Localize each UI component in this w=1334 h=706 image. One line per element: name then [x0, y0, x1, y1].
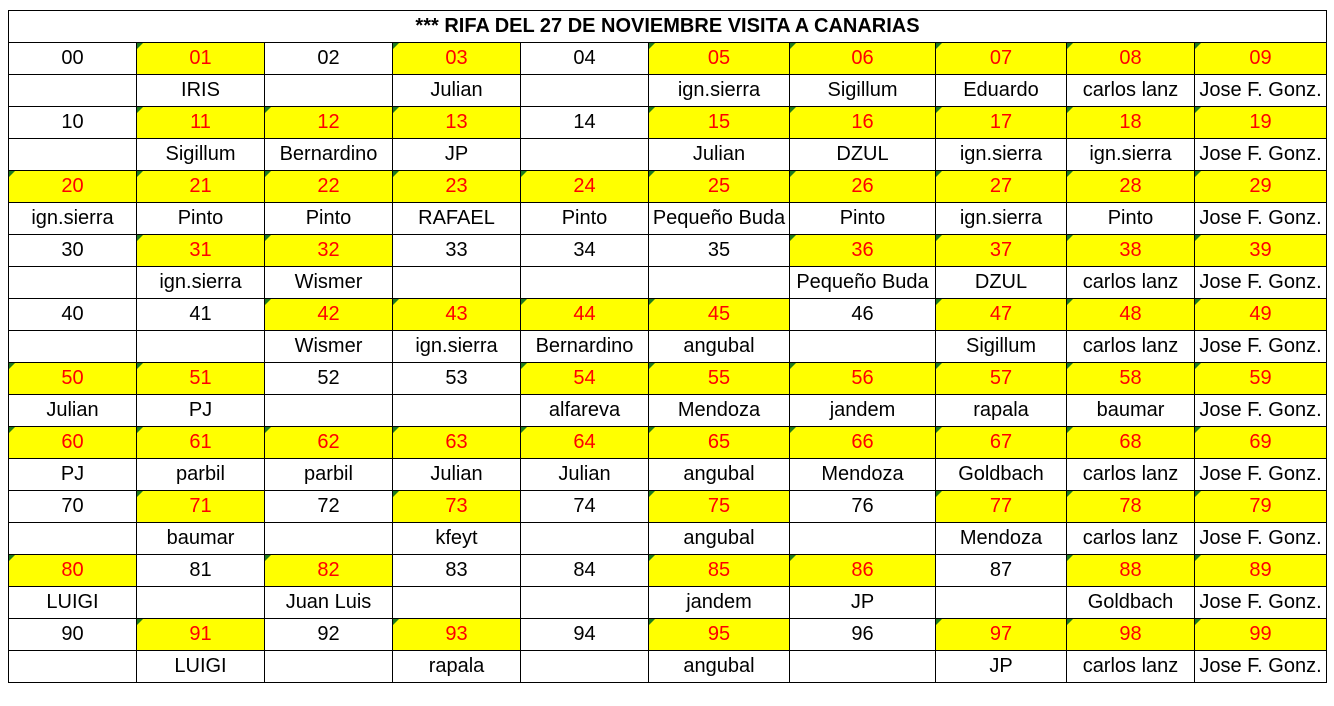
number-cell[interactable]: 03 — [393, 43, 521, 75]
number-row — [9, 427, 1327, 459]
number-row — [9, 619, 1327, 651]
participant-cell[interactable]: Pinto — [137, 203, 265, 235]
participant-cell[interactable]: carlos lanz — [1067, 459, 1195, 491]
name-row — [9, 139, 1327, 171]
number-cell[interactable]: 77 — [936, 491, 1067, 523]
participant-cell[interactable] — [9, 651, 137, 683]
participant-cell[interactable] — [9, 523, 137, 555]
participant-cell[interactable]: Mendoza — [936, 523, 1067, 555]
participant-cell[interactable]: JP — [790, 587, 936, 619]
number-cell[interactable]: 42 — [265, 299, 393, 331]
number-cell[interactable]: 45 — [649, 299, 790, 331]
participant-cell[interactable]: Pinto — [790, 203, 936, 235]
participant-cell[interactable]: Jose F. Gonz. — [1195, 395, 1327, 427]
participant-cell[interactable]: JP — [393, 139, 521, 171]
name-row — [9, 331, 1327, 363]
number-cell[interactable]: 83 — [393, 555, 521, 587]
participant-cell[interactable]: carlos lanz — [1067, 75, 1195, 107]
number-cell[interactable]: 63 — [393, 427, 521, 459]
participant-cell[interactable] — [790, 523, 936, 555]
participant-cell[interactable]: Sigillum — [936, 331, 1067, 363]
name-row — [9, 395, 1327, 427]
participant-cell[interactable]: Jose F. Gonz. — [1195, 331, 1327, 363]
number-cell[interactable]: 19 — [1195, 107, 1327, 139]
participant-cell[interactable] — [649, 267, 790, 299]
number-cell[interactable]: 94 — [521, 619, 649, 651]
participant-cell[interactable] — [265, 651, 393, 683]
number-cell[interactable]: 69 — [1195, 427, 1327, 459]
participant-cell[interactable]: Jose F. Gonz. — [1195, 523, 1327, 555]
number-row — [9, 43, 1327, 75]
number-row — [9, 299, 1327, 331]
number-row — [9, 555, 1327, 587]
participant-cell[interactable] — [521, 651, 649, 683]
number-cell[interactable]: 15 — [649, 107, 790, 139]
number-cell[interactable]: 80 — [9, 555, 137, 587]
participant-cell[interactable]: rapala — [936, 395, 1067, 427]
number-cell[interactable]: 74 — [521, 491, 649, 523]
name-row — [9, 75, 1327, 107]
participant-cell[interactable] — [265, 75, 393, 107]
number-cell[interactable]: 56 — [790, 363, 936, 395]
participant-cell[interactable]: parbil — [265, 459, 393, 491]
participant-cell[interactable]: Jose F. Gonz. — [1195, 75, 1327, 107]
participant-cell[interactable]: Jose F. Gonz. — [1195, 139, 1327, 171]
number-cell[interactable]: 39 — [1195, 235, 1327, 267]
number-cell[interactable]: 67 — [936, 427, 1067, 459]
participant-cell[interactable]: Bernardino — [521, 331, 649, 363]
participant-cell[interactable] — [521, 523, 649, 555]
number-cell[interactable]: 95 — [649, 619, 790, 651]
number-cell[interactable]: 75 — [649, 491, 790, 523]
number-cell[interactable]: 84 — [521, 555, 649, 587]
number-cell[interactable]: 85 — [649, 555, 790, 587]
participant-cell[interactable]: ign.sierra — [9, 203, 137, 235]
number-cell[interactable]: 41 — [137, 299, 265, 331]
number-cell[interactable]: 44 — [521, 299, 649, 331]
number-cell[interactable]: 09 — [1195, 43, 1327, 75]
number-cell[interactable]: 72 — [265, 491, 393, 523]
title-row — [9, 11, 1327, 43]
participant-cell[interactable] — [521, 267, 649, 299]
number-cell[interactable]: 51 — [137, 363, 265, 395]
number-cell[interactable]: 00 — [9, 43, 137, 75]
number-cell[interactable]: 71 — [137, 491, 265, 523]
number-row — [9, 171, 1327, 203]
number-cell[interactable]: 25 — [649, 171, 790, 203]
participant-cell[interactable]: Sigillum — [790, 75, 936, 107]
participant-cell[interactable]: Julian — [393, 459, 521, 491]
participant-cell[interactable]: ign.sierra — [936, 139, 1067, 171]
number-cell[interactable]: 17 — [936, 107, 1067, 139]
number-cell[interactable]: 78 — [1067, 491, 1195, 523]
number-cell[interactable]: 11 — [137, 107, 265, 139]
number-row — [9, 363, 1327, 395]
participant-cell[interactable] — [521, 587, 649, 619]
number-cell[interactable]: 46 — [790, 299, 936, 331]
participant-cell[interactable]: angubal — [649, 523, 790, 555]
number-cell[interactable]: 35 — [649, 235, 790, 267]
number-cell[interactable]: 36 — [790, 235, 936, 267]
participant-cell[interactable]: carlos lanz — [1067, 523, 1195, 555]
participant-cell[interactable]: angubal — [649, 651, 790, 683]
participant-cell[interactable]: LUIGI — [9, 587, 137, 619]
number-cell[interactable]: 30 — [9, 235, 137, 267]
participant-cell[interactable]: Wismer — [265, 267, 393, 299]
participant-cell[interactable]: LUIGI — [137, 651, 265, 683]
participant-cell[interactable]: JP — [936, 651, 1067, 683]
raffle-sheet — [8, 10, 1327, 683]
number-cell[interactable]: 62 — [265, 427, 393, 459]
participant-cell[interactable] — [393, 395, 521, 427]
participant-cell[interactable]: Julian — [393, 75, 521, 107]
number-row — [9, 235, 1327, 267]
participant-cell[interactable] — [521, 139, 649, 171]
participant-cell[interactable]: angubal — [649, 459, 790, 491]
number-cell[interactable]: 18 — [1067, 107, 1195, 139]
participant-cell[interactable]: Mendoza — [649, 395, 790, 427]
participant-cell[interactable]: Pinto — [521, 203, 649, 235]
participant-cell[interactable]: Pequeño Buda — [790, 267, 936, 299]
number-cell[interactable]: 86 — [790, 555, 936, 587]
number-cell[interactable]: 89 — [1195, 555, 1327, 587]
number-cell[interactable]: 23 — [393, 171, 521, 203]
participant-cell[interactable]: Goldbach — [936, 459, 1067, 491]
participant-cell[interactable]: alfareva — [521, 395, 649, 427]
number-cell[interactable]: 31 — [137, 235, 265, 267]
number-cell[interactable]: 27 — [936, 171, 1067, 203]
number-cell[interactable]: 21 — [137, 171, 265, 203]
participant-cell[interactable]: RAFAEL — [393, 203, 521, 235]
sheet-title[interactable]: *** RIFA DEL 27 DE NOVIEMBRE VISITA A CANARIAS — [9, 11, 1327, 43]
participant-cell[interactable]: Juan Luis — [265, 587, 393, 619]
number-cell[interactable]: 99 — [1195, 619, 1327, 651]
number-cell[interactable]: 98 — [1067, 619, 1195, 651]
participant-cell[interactable]: angubal — [649, 331, 790, 363]
number-cell[interactable]: 38 — [1067, 235, 1195, 267]
number-cell[interactable]: 53 — [393, 363, 521, 395]
participant-cell[interactable] — [265, 395, 393, 427]
number-cell[interactable]: 47 — [936, 299, 1067, 331]
participant-cell[interactable] — [265, 523, 393, 555]
participant-cell[interactable] — [393, 267, 521, 299]
name-row — [9, 267, 1327, 299]
participant-cell[interactable]: Pinto — [1067, 203, 1195, 235]
number-cell[interactable]: 70 — [9, 491, 137, 523]
participant-cell[interactable]: ign.sierra — [393, 331, 521, 363]
number-cell[interactable]: 02 — [265, 43, 393, 75]
number-cell[interactable]: 29 — [1195, 171, 1327, 203]
number-cell[interactable]: 79 — [1195, 491, 1327, 523]
number-cell[interactable]: 73 — [393, 491, 521, 523]
participant-cell[interactable]: ign.sierra — [649, 75, 790, 107]
participant-cell[interactable]: Wismer — [265, 331, 393, 363]
number-cell[interactable]: 57 — [936, 363, 1067, 395]
participant-cell[interactable]: Jose F. Gonz. — [1195, 267, 1327, 299]
number-cell[interactable]: 34 — [521, 235, 649, 267]
participant-cell[interactable]: carlos lanz — [1067, 331, 1195, 363]
number-cell[interactable]: 33 — [393, 235, 521, 267]
participant-cell[interactable] — [936, 587, 1067, 619]
participant-cell[interactable]: Goldbach — [1067, 587, 1195, 619]
participant-cell[interactable] — [137, 587, 265, 619]
number-cell[interactable]: 93 — [393, 619, 521, 651]
number-cell[interactable]: 08 — [1067, 43, 1195, 75]
participant-cell[interactable]: Bernardino — [265, 139, 393, 171]
number-cell[interactable]: 14 — [521, 107, 649, 139]
number-cell[interactable]: 91 — [137, 619, 265, 651]
number-cell[interactable]: 48 — [1067, 299, 1195, 331]
number-cell[interactable]: 43 — [393, 299, 521, 331]
participant-cell[interactable]: baumar — [1067, 395, 1195, 427]
participant-cell[interactable] — [9, 75, 137, 107]
number-cell[interactable]: 20 — [9, 171, 137, 203]
number-cell[interactable]: 66 — [790, 427, 936, 459]
number-cell[interactable]: 04 — [521, 43, 649, 75]
participant-cell[interactable]: Julian — [9, 395, 137, 427]
participant-cell[interactable]: Julian — [649, 139, 790, 171]
number-cell[interactable]: 55 — [649, 363, 790, 395]
number-cell[interactable]: 40 — [9, 299, 137, 331]
participant-cell[interactable]: Jose F. Gonz. — [1195, 587, 1327, 619]
number-cell[interactable]: 32 — [265, 235, 393, 267]
number-cell[interactable]: 24 — [521, 171, 649, 203]
participant-cell[interactable]: Eduardo — [936, 75, 1067, 107]
participant-cell[interactable]: DZUL — [936, 267, 1067, 299]
number-cell[interactable]: 06 — [790, 43, 936, 75]
participant-cell[interactable]: Jose F. Gonz. — [1195, 203, 1327, 235]
participant-cell[interactable]: carlos lanz — [1067, 267, 1195, 299]
participant-cell[interactable] — [9, 139, 137, 171]
name-row — [9, 459, 1327, 491]
participant-cell[interactable] — [393, 587, 521, 619]
participant-cell[interactable]: Julian — [521, 459, 649, 491]
participant-cell[interactable] — [521, 75, 649, 107]
participant-cell[interactable]: rapala — [393, 651, 521, 683]
number-cell[interactable]: 58 — [1067, 363, 1195, 395]
participant-cell[interactable]: Pinto — [265, 203, 393, 235]
participant-cell[interactable]: jandem — [649, 587, 790, 619]
number-cell[interactable]: 97 — [936, 619, 1067, 651]
participant-cell[interactable] — [9, 267, 137, 299]
participant-cell[interactable]: Jose F. Gonz. — [1195, 459, 1327, 491]
number-cell[interactable]: 26 — [790, 171, 936, 203]
number-cell[interactable]: 87 — [936, 555, 1067, 587]
number-cell[interactable]: 90 — [9, 619, 137, 651]
number-cell[interactable]: 05 — [649, 43, 790, 75]
number-cell[interactable]: 61 — [137, 427, 265, 459]
number-cell[interactable]: 81 — [137, 555, 265, 587]
participant-cell[interactable]: ign.sierra — [137, 267, 265, 299]
name-row — [9, 203, 1327, 235]
number-cell[interactable]: 49 — [1195, 299, 1327, 331]
number-cell[interactable]: 13 — [393, 107, 521, 139]
participant-cell[interactable] — [9, 331, 137, 363]
participant-cell[interactable]: carlos lanz — [1067, 651, 1195, 683]
participant-cell[interactable]: IRIS — [137, 75, 265, 107]
participant-cell[interactable]: baumar — [137, 523, 265, 555]
number-cell[interactable]: 60 — [9, 427, 137, 459]
participant-cell[interactable]: jandem — [790, 395, 936, 427]
participant-cell[interactable]: PJ — [137, 395, 265, 427]
number-cell[interactable]: 16 — [790, 107, 936, 139]
name-row — [9, 651, 1327, 683]
number-cell[interactable]: 76 — [790, 491, 936, 523]
number-cell[interactable]: 82 — [265, 555, 393, 587]
number-cell[interactable]: 96 — [790, 619, 936, 651]
participant-cell[interactable]: DZUL — [790, 139, 936, 171]
number-cell[interactable]: 37 — [936, 235, 1067, 267]
name-row — [9, 587, 1327, 619]
number-row — [9, 107, 1327, 139]
number-cell[interactable]: 12 — [265, 107, 393, 139]
participant-cell[interactable] — [790, 651, 936, 683]
number-cell[interactable]: 65 — [649, 427, 790, 459]
number-cell[interactable]: 88 — [1067, 555, 1195, 587]
name-row — [9, 523, 1327, 555]
participant-cell[interactable]: PJ — [9, 459, 137, 491]
participant-cell[interactable]: ign.sierra — [1067, 139, 1195, 171]
number-cell[interactable]: 28 — [1067, 171, 1195, 203]
participant-cell[interactable]: kfeyt — [393, 523, 521, 555]
participant-cell[interactable]: ign.sierra — [936, 203, 1067, 235]
participant-cell[interactable]: Pequeño Buda — [649, 203, 790, 235]
number-cell[interactable]: 64 — [521, 427, 649, 459]
number-cell[interactable]: 92 — [265, 619, 393, 651]
number-cell[interactable]: 52 — [265, 363, 393, 395]
number-cell[interactable]: 59 — [1195, 363, 1327, 395]
number-cell[interactable]: 07 — [936, 43, 1067, 75]
number-cell[interactable]: 01 — [137, 43, 265, 75]
participant-cell[interactable] — [137, 331, 265, 363]
number-cell[interactable]: 10 — [9, 107, 137, 139]
number-cell[interactable]: 22 — [265, 171, 393, 203]
participant-cell[interactable]: Mendoza — [790, 459, 936, 491]
number-row — [9, 491, 1327, 523]
number-cell[interactable]: 54 — [521, 363, 649, 395]
participant-cell[interactable] — [790, 331, 936, 363]
participant-cell[interactable]: Jose F. Gonz. — [1195, 651, 1327, 683]
number-cell[interactable]: 50 — [9, 363, 137, 395]
participant-cell[interactable]: parbil — [137, 459, 265, 491]
participant-cell[interactable]: Sigillum — [137, 139, 265, 171]
number-cell[interactable]: 68 — [1067, 427, 1195, 459]
